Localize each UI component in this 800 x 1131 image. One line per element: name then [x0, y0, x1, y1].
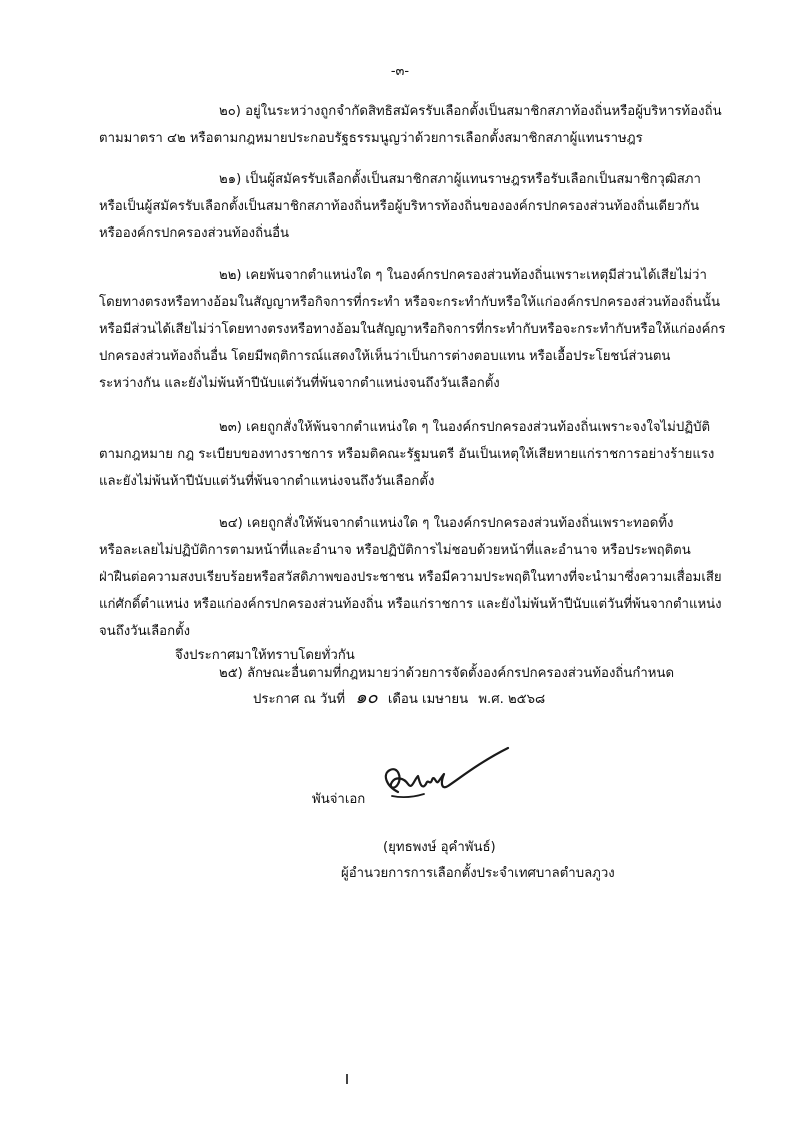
date-month: เดือน เมษายน [387, 692, 469, 707]
signer-name: (ยุทธพงษ์ อุคำพันธ์) [383, 840, 496, 855]
clause-list [0, 98, 800, 700]
clause-line: ปกครองส่วนท้องถิ่นอื่น โดยมีพฤติการณ์แสดงให้เห็นว่าเป็นการต่างตอบแทน หรือเอื้อประโยชน์ส่วนตน [99, 349, 671, 364]
clause-line: ๒๑) เป็นผู้สมัครรับเลือกตั้งเป็นสมาชิกสภาผู้แทนราษฎรหรือรับเลือกเป็นสมาชิกวุฒิสภา [219, 172, 701, 187]
clause-line: โดยทางตรงหรือทางอ้อมในสัญญาหรือกิจการที่กระทำ หรือจะกระทำกับหรือให้แก่องค์กรปกครองส่วนท้องถิ่นนั้น [99, 295, 721, 310]
clause-line: จนถึงวันเลือกตั้ง [99, 624, 191, 639]
handwritten-day: ๑๐ [355, 687, 378, 708]
announcement-text: จึงประกาศมาให้ทราบโดยทั่วกัน [175, 648, 355, 663]
clause-line: แก่ศักดิ์ตำแหน่ง หรือแก่องค์กรปกครองส่วนท้องถิ่น หรือแก่ราชการ และยังไม่พ้นห้าปีนับแต่วันที่พ้นจากตำแหน่ง [99, 597, 722, 612]
clause-line: ฝ่าฝืนต่อความสงบเรียบร้อยหรือสวัสดิภาพของประชาชน หรือมีความประพฤติในทางที่จะนำมาซึ่งความเสื่อมเสีย [99, 570, 722, 585]
signature-icon [368, 740, 518, 820]
clause-line: ๒๔) เคยถูกสั่งให้พ้นจากตำแหน่งใด ๆ ในองค์กรปกครองส่วนท้องถิ่นเพราะทอดทิ้ง [219, 516, 674, 531]
clause-20 [0, 98, 800, 166]
clause-line: หรือองค์กรปกครองส่วนท้องถิ่นอื่น [99, 226, 290, 241]
clause-line: และยังไม่พ้นห้าปีนับแต่วันที่พ้นจากตำแหน่งจนถึงวันเลือกตั้ง [99, 474, 435, 489]
clause-line: หรือเป็นผู้สมัครรับเลือกตั้งเป็นสมาชิกสภาท้องถิ่นหรือผู้บริหารท้องถิ่นขององค์กรปกครองส่วนท้องถิ่นเดียวกัน [99, 199, 700, 214]
signer-rank: พันจ่าเอก [312, 792, 366, 807]
announcement-date [253, 682, 551, 711]
clause-22 [0, 262, 800, 414]
page-number: -๓- [390, 64, 410, 79]
clause-line: ตามกฎหมาย กฎ ระเบียบของทางราชการ หรือมติคณะรัฐมนตรี อันเป็นเหตุให้เสียหายแก่ราชการอย่างร้ายแรง [99, 447, 715, 462]
clause-line: ๒๕) ลักษณะอื่นตามที่กฎหมายว่าด้วยการจัดตั้งองค์กรปกครองส่วนท้องถิ่นกำหนด [219, 666, 675, 681]
scan-mark [346, 1074, 348, 1084]
clause-line: ๒๐) อยู่ในระหว่างถูกจำกัดสิทธิสมัครรับเลือกตั้งเป็นสมาชิกสภาท้องถิ่นหรือผู้บริหารท้องถิ่น [219, 104, 722, 119]
clause-line: ตามมาตรา ๔๒ หรือตามกฎหมายประกอบรัฐธรรมนูญว่าด้วยการเลือกตั้งสมาชิกสภาผู้แทนราษฎร [99, 131, 643, 146]
clause-line: ๒๓) เคยถูกสั่งให้พ้นจากตำแหน่งใด ๆ ในองค์กรปกครองส่วนท้องถิ่นเพราะจงใจไม่ปฏิบัติ [219, 420, 711, 435]
clause-line: หรือมีส่วนได้เสียไม่ว่าโดยทางตรงหรือทางอ้อมในสัญญาหรือกิจการที่กระทำกับหรือจะกระทำกับหรือให้แก่องค์กร [99, 322, 726, 337]
date-prefix: ประกาศ ณ วันที่ [253, 692, 346, 707]
clause-21 [0, 166, 800, 262]
date-year: พ.ศ. ๒๕๖๘ [478, 692, 546, 707]
clause-23 [0, 414, 800, 510]
clause-line: ๒๒) เคยพ้นจากตำแหน่งใด ๆ ในองค์กรปกครองส่วนท้องถิ่นเพราะเหตุมีส่วนได้เสียไม่ว่า [219, 268, 707, 283]
clause-line: หรือละเลยไม่ปฏิบัติการตามหน้าที่และอำนาจ หรือปฏิบัติการไม่ชอบด้วยหน้าที่และอำนาจ หรือประพฤติตน [99, 543, 691, 558]
clause-line: ระหว่างกัน และยังไม่พ้นห้าปีนับแต่วันที่พ้นจากตำแหน่งจนถึงวันเลือกตั้ง [99, 376, 500, 391]
clause-24 [0, 510, 800, 660]
signer-title: ผู้อำนวยการการเลือกตั้งประจำเทศบาลตำบลภูวง [341, 866, 615, 881]
